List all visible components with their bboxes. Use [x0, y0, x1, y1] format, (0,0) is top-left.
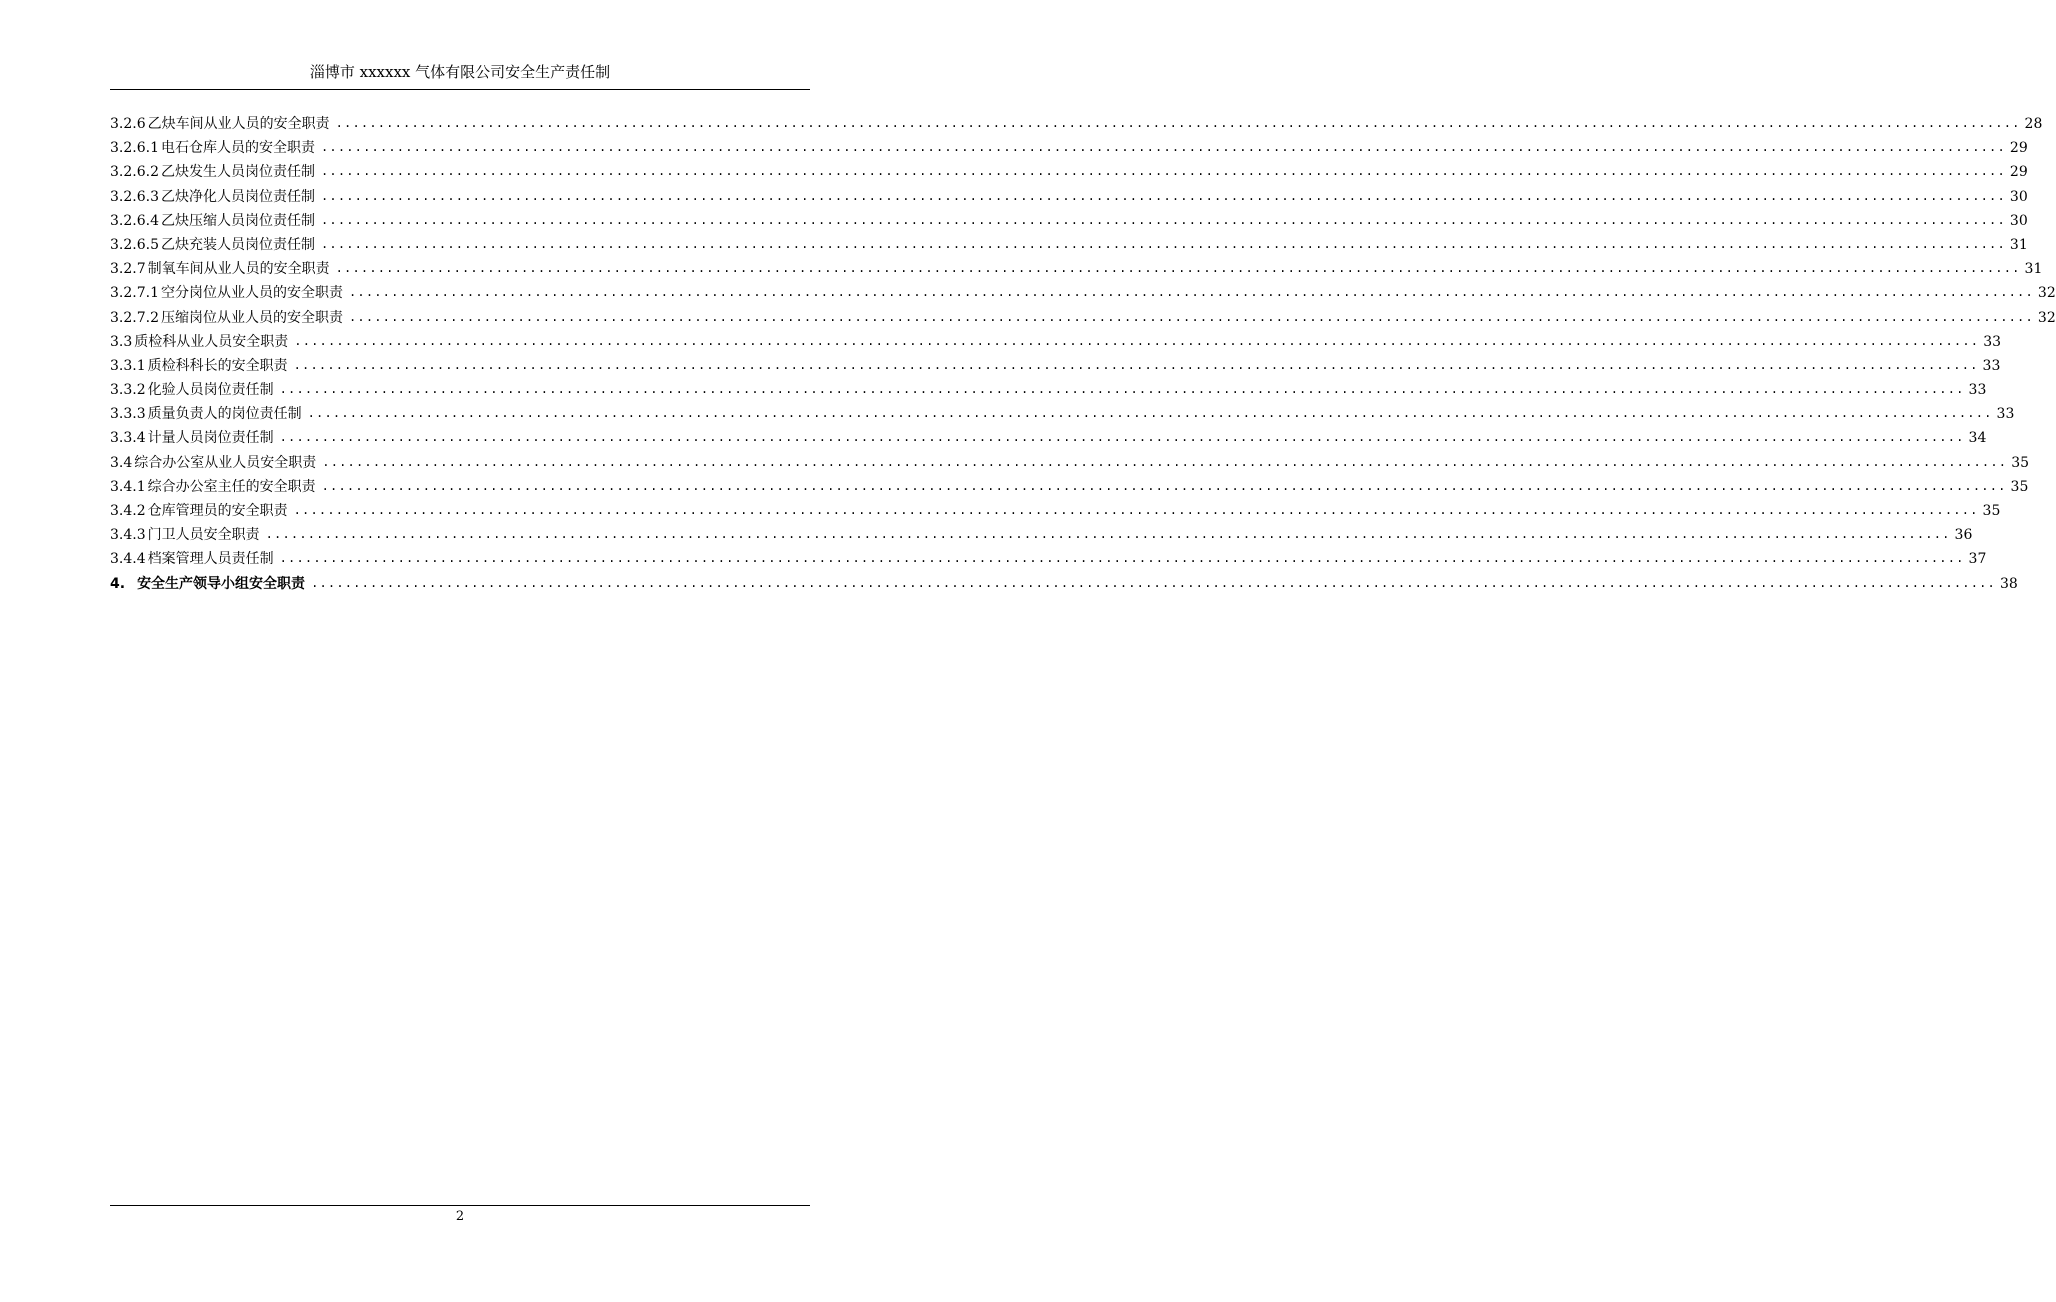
toc-entry-page: 32 [2037, 285, 2056, 302]
toc-entry-title: 化验人员岗位责任制 [147, 382, 274, 399]
toc-entry-page: 38 [1999, 575, 2018, 592]
toc-entry-title: 仓库管理员的安全职责 [147, 503, 288, 519]
toc-entry-number: 3.4.1 [110, 478, 146, 495]
toc-dot-leader: ........................................................................................................................................................................................................ [279, 551, 1965, 566]
toc-entry-number: 3.4.4 [110, 551, 146, 568]
toc-entry-number: 3.2.6.4 [110, 212, 159, 229]
toc-entry-number: 3.3.1 [110, 357, 146, 374]
toc-dot-leader: ........................................................................................................................................................................................................ [335, 261, 2021, 276]
toc-entry-title: 质量负责人的岗位责任制 [147, 406, 302, 423]
toc-entry[interactable] [110, 283, 2056, 307]
toc-entry-title: 档案管理人员责任制 [147, 551, 274, 568]
toc-entry[interactable] [110, 259, 2043, 283]
header-divider [110, 89, 810, 90]
toc-entry-page: 35 [1982, 503, 2001, 519]
toc-dot-leader: ........................................................................................................................................................................................................ [335, 116, 2021, 130]
toc-dot-leader: ........................................................................................................................................................................................................ [293, 503, 1979, 517]
toc-dot-leader: ........................................................................................................................................................................................................ [320, 140, 2006, 155]
toc-entry-title: 计量人员岗位责任制 [147, 430, 274, 447]
toc-entry[interactable] [110, 187, 2028, 211]
toc-entry-page: 31 [2024, 261, 2043, 278]
toc-entry-page: 33 [1996, 406, 2015, 423]
toc-entry-number: 3.4.2 [110, 503, 146, 519]
toc-entry-number: 3.3.2 [110, 382, 146, 399]
toc-entry-page: 29 [2009, 164, 2028, 181]
toc-dot-leader: ........................................................................................................................................................................................................ [320, 212, 2006, 227]
toc-entry-page: 32 [2037, 309, 2056, 326]
toc-entry-page: 28 [2024, 116, 2043, 132]
toc-dot-leader: ........................................................................................................................................................................................................ [279, 382, 1965, 397]
toc-entry-number: 3.3.4 [110, 430, 146, 447]
toc-entry[interactable] [110, 477, 2029, 501]
toc-entry-number: 3.2.6.1 [110, 140, 159, 157]
toc-dot-leader: ........................................................................................................................................................................................................ [311, 575, 1996, 590]
toc-entry[interactable] [110, 162, 2028, 186]
toc-dot-leader: ........................................................................................................................................................................................................ [265, 527, 1951, 542]
toc-entry[interactable] [110, 453, 2030, 477]
toc-entry[interactable] [110, 138, 2028, 162]
toc-entry-page: 33 [1983, 333, 2002, 350]
toc-dot-leader: ........................................................................................................................................................................................................ [348, 309, 2034, 324]
toc-entry-title: 乙炔发生人员岗位责任制 [160, 164, 315, 181]
toc-dot-leader: ........................................................................................................................................................................................................ [320, 236, 2006, 251]
toc-entry[interactable] [110, 332, 2002, 356]
footer-divider [110, 1205, 810, 1206]
toc-entry-title: 压缩岗位从业人员的安全职责 [160, 309, 343, 326]
toc-entry-title: 门卫人员安全职责 [147, 527, 260, 544]
toc-entry[interactable] [110, 525, 1973, 549]
toc-dot-leader: ........................................................................................................................................................................................................ [279, 430, 1965, 445]
toc-entry-number: 3.2.6.5 [110, 236, 159, 253]
toc-entry[interactable] [110, 501, 2001, 525]
toc-entry-number: 3.3 [110, 333, 133, 350]
toc-dot-leader: ........................................................................................................................................................................................................ [293, 357, 1979, 372]
toc-entry-title: 乙炔压缩人员岗位责任制 [160, 212, 315, 229]
toc-dot-leader: ........................................................................................................................................................................................................ [307, 406, 1993, 421]
toc-entry-page: 29 [2009, 140, 2028, 157]
toc-dot-leader: ........................................................................................................................................................................................................ [320, 188, 2006, 203]
toc-entry-number: 3.2.6.2 [110, 164, 159, 181]
toc-dot-leader: ........................................................................................................................................................................................................ [321, 478, 2007, 493]
toc-entry-title: 综合办公室主任的安全职责 [147, 478, 316, 495]
toc-entry-number: 3.2.7.1 [110, 285, 159, 302]
toc-entry-title: 制氧车间从业人员的安全职责 [147, 261, 330, 278]
toc-entry[interactable] [110, 380, 1987, 404]
toc-entry-number: 3.4 [110, 454, 133, 471]
toc-entry[interactable] [110, 549, 1987, 573]
toc-entry-title: 质检科从业人员安全职责 [134, 333, 289, 350]
toc-entry[interactable] [110, 356, 2001, 380]
table-of-contents [110, 114, 2056, 598]
toc-entry-title: 乙炔净化人员岗位责任制 [160, 188, 315, 205]
toc-entry-number: 3.2.7 [110, 261, 146, 278]
toc-entry-number: 4. [110, 575, 126, 592]
toc-entry-page: 34 [1968, 430, 1987, 447]
toc-entry-number: 3.2.7.2 [110, 309, 159, 326]
toc-entry-page: 36 [1954, 527, 1973, 544]
toc-entry-page: 30 [2009, 212, 2028, 229]
page-header: 淄博市 xxxxxx 气体有限公司安全生产责任制 [309, 63, 611, 81]
toc-entry-page: 35 [2010, 478, 2029, 495]
toc-entry[interactable] [110, 235, 2028, 259]
toc-entry[interactable] [110, 211, 2028, 235]
toc-entry-title: 质检科科长的安全职责 [147, 357, 288, 374]
toc-entry-page: 31 [2009, 236, 2028, 253]
toc-entry-page: 37 [1968, 551, 1987, 568]
toc-entry-page: 35 [2011, 454, 2030, 471]
toc-entry-title: 电石仓库人员的安全职责 [160, 140, 315, 157]
toc-entry[interactable] [110, 404, 2015, 428]
toc-entry-number: 3.4.3 [110, 527, 146, 544]
toc-entry[interactable] [110, 308, 2056, 332]
toc-entry-title: 综合办公室从业人员安全职责 [134, 454, 317, 471]
toc-entry-number: 3.3.3 [110, 406, 146, 423]
toc-dot-leader: ........................................................................................................................................................................................................ [322, 454, 2008, 469]
toc-entry-number: 3.2.6 [110, 116, 146, 132]
toc-entry[interactable] [110, 574, 2018, 598]
toc-entry[interactable] [110, 428, 1987, 452]
toc-dot-leader: ........................................................................................................................................................................................................ [294, 333, 1980, 348]
toc-entry-page: 30 [2009, 188, 2028, 205]
toc-entry-page: 33 [1968, 382, 1987, 399]
toc-entry-title: 安全生产领导小组安全职责 [137, 575, 306, 592]
page-number: 2 [455, 1209, 465, 1224]
toc-entry-number: 3.2.6.3 [110, 188, 159, 205]
toc-entry-page: 33 [1982, 357, 2001, 374]
toc-entry-title: 乙炔充装人员岗位责任制 [160, 236, 315, 253]
toc-entry[interactable] [110, 114, 2043, 138]
toc-dot-leader: ........................................................................................................................................................................................................ [348, 285, 2034, 300]
toc-dot-leader: ........................................................................................................................................................................................................ [320, 164, 2006, 179]
toc-entry-title: 空分岗位从业人员的安全职责 [160, 285, 343, 302]
toc-entry-title: 乙炔车间从业人员的安全职责 [147, 116, 330, 132]
